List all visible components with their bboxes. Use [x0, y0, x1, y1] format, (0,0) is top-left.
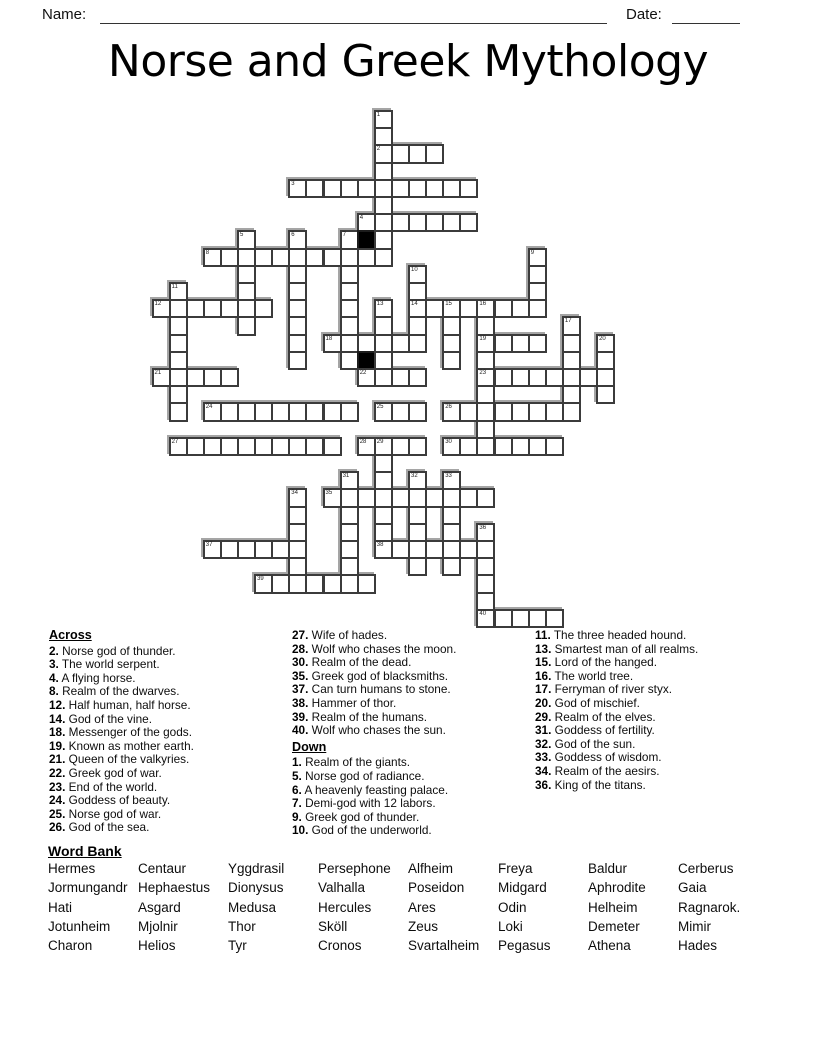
clue-down-34: 34. Realm of the aesirs. [535, 763, 660, 778]
clue-number: 35. [292, 668, 309, 683]
clue-across-8: 8. Realm of the dwarves. [49, 684, 180, 699]
clue-across-26: 26. God of the sea. [49, 820, 150, 835]
grid-cell-r26c17[interactable] [442, 557, 461, 576]
grid-cell-r15c15[interactable] [408, 368, 427, 387]
word-bank-word: Dionysus [228, 880, 284, 896]
clue-across-19: 19. Known as mother earth. [49, 738, 194, 753]
word-bank-word: Aphrodite [588, 880, 646, 896]
clue-column-1 [49, 629, 194, 835]
grid-cell-r2c16[interactable] [425, 144, 444, 163]
clue-across-2: 2. Norse god of thunder. [49, 643, 176, 658]
clue-number: 37. [292, 682, 309, 697]
clue-down-33: 33. Goddess of wisdom. [535, 750, 662, 765]
grid-cell-r19c15[interactable] [408, 437, 427, 456]
cell-number: 36 [479, 524, 487, 531]
word-bank-word: Midgard [498, 880, 547, 896]
grid-cell-r8c13[interactable] [374, 248, 393, 267]
word-bank-word: Gaia [678, 880, 707, 896]
cell-number: 8 [205, 249, 210, 256]
clue-down-17: 17. Ferryman of river styx. [535, 682, 673, 697]
clue-across-24: 24. Goddess of beauty. [49, 793, 171, 808]
clue-down-10: 10. God of the underworld. [292, 823, 432, 838]
cell-number: 40 [479, 610, 487, 617]
clue-across-37: 37. Can turn humans to stone. [292, 682, 451, 697]
clue-number: 28. [292, 641, 309, 656]
clue-across-38: 38. Hammer of thor. [292, 695, 397, 710]
grid-cell-r17c15[interactable] [408, 402, 427, 421]
grid-cell-r27c12[interactable] [357, 574, 376, 593]
clue-column-2 [292, 629, 456, 838]
clue-number: 39. [292, 709, 309, 724]
clue-number: 2. [49, 643, 59, 658]
word-bank-word: Mjolnir [138, 918, 178, 934]
cell-number: 9 [530, 249, 535, 256]
cell-number: 31 [342, 473, 350, 480]
word-bank-word: Hades [678, 938, 718, 954]
clue-number: 15. [535, 655, 552, 670]
cell-number: 23 [479, 370, 487, 376]
clue-across-21: 21. Queen of the valkyries. [49, 752, 190, 767]
grid-cell-r19c23[interactable] [545, 437, 564, 456]
clue-across-30: 30. Realm of the dead. [292, 655, 412, 670]
cell-number: 11 [171, 284, 178, 290]
clue-across-39: 39. Realm of the humans. [292, 709, 428, 724]
clue-number: 27. [292, 628, 309, 642]
cell-number: 6 [291, 232, 295, 239]
date-label: Date: [626, 6, 662, 23]
cell-number: 3 [291, 180, 295, 187]
word-bank-heading: Word Bank [48, 843, 122, 859]
word-bank-word: Persephone [318, 861, 391, 876]
word-bank-word: Hati [48, 899, 73, 915]
grid-cell-r4c18[interactable] [459, 179, 478, 198]
grid-cell-r11c6[interactable] [254, 299, 273, 318]
clue-across-18: 18. Messenger of the gods. [49, 725, 192, 740]
word-bank-word: Centaur [138, 861, 187, 876]
cell-number: 35 [325, 490, 333, 497]
cell-number: 34 [291, 490, 298, 497]
clue-down-9: 9. Greek god of thunder. [292, 809, 420, 824]
down-heading: Down [292, 739, 327, 754]
clue-down-11: 11. The three headed hound. [535, 628, 687, 642]
word-bank-word: Helios [138, 938, 176, 954]
word-bank-word: Alfheim [408, 861, 454, 876]
clue-number: 25. [49, 806, 66, 821]
word-bank-word: Svartalheim [408, 938, 480, 954]
clue-down-13: 13. Smartest man of all realms. [535, 641, 699, 656]
grid-cell-r17c1[interactable] [169, 402, 188, 421]
clue-across-27: 27. Wife of hades. [292, 628, 388, 642]
clue-down-5: 5. Norse god of radiance. [292, 768, 425, 783]
clue-number: 1. [292, 755, 302, 770]
cell-number: 5 [240, 232, 244, 239]
clue-number: 14. [49, 711, 66, 726]
clue-across-35: 35. Greek god of blacksmiths. [292, 668, 449, 683]
word-bank-word: Yggdrasil [228, 861, 285, 876]
word-bank-word: Hephaestus [138, 880, 211, 896]
word-bank-word: Tyr [228, 938, 247, 954]
word-bank-word: Poseidon [408, 880, 465, 896]
clue-number: 5. [292, 768, 302, 783]
cell-number: 38 [376, 542, 384, 548]
clue-number: 31. [535, 723, 552, 738]
grid-cell-r14c8[interactable] [288, 351, 307, 370]
word-bank-word: Hermes [48, 861, 96, 876]
clue-number: 24. [49, 793, 66, 808]
cell-number: 39 [257, 576, 264, 583]
grid-cell-r11c22[interactable] [528, 299, 547, 318]
grid-cell-r19c10[interactable] [323, 437, 342, 456]
cell-number: 19 [479, 335, 487, 342]
clue-column-3 [535, 629, 698, 792]
cell-number: 28 [359, 438, 367, 445]
cell-number: 37 [205, 542, 213, 548]
clue-number: 9. [292, 809, 302, 824]
grid-cell-r22c19[interactable] [476, 488, 495, 507]
clue-number: 34. [535, 763, 552, 778]
cell-number: 17 [564, 318, 572, 325]
cell-number: 7 [342, 232, 346, 239]
clue-number: 10. [292, 823, 309, 838]
word-bank-word: Demeter [588, 918, 640, 934]
word-bank-word: Jotunheim [48, 918, 111, 934]
clue-number: 13. [535, 641, 552, 656]
clue-number: 30. [292, 655, 309, 670]
clue-down-31: 31. Goddess of fertility. [535, 723, 655, 738]
cell-number: 18 [325, 335, 333, 342]
word-bank-word: Charon [48, 938, 93, 954]
clue-across-12: 12. Half human, half horse. [49, 697, 191, 712]
cell-number: 20 [599, 335, 606, 342]
cell-number: 22 [359, 370, 367, 376]
clue-number: 19. [49, 738, 66, 753]
cell-number: 14 [411, 301, 418, 308]
grid-cell-r29c23[interactable] [545, 609, 564, 628]
word-bank-word: Freya [498, 861, 533, 876]
grid-cell-r13c15[interactable] [408, 334, 427, 353]
clue-number: 6. [292, 782, 302, 797]
word-bank-word: Medusa [228, 899, 277, 915]
word-bank-word: Baldur [588, 861, 628, 876]
grid-cell-r14c17[interactable] [442, 351, 461, 370]
clue-number: 4. [49, 670, 59, 685]
word-bank-word: Loki [498, 918, 523, 934]
clue-across-25: 25. Norse god of war. [49, 806, 162, 821]
word-bank-word: Cronos [318, 938, 362, 954]
cell-number: 33 [445, 473, 452, 480]
clue-down-32: 32. God of the sun. [535, 736, 636, 751]
clue-number: 26. [49, 820, 66, 835]
clue-number: 17. [535, 682, 552, 697]
clue-number: 40. [292, 723, 309, 738]
clue-down-16: 16. The world tree. [535, 668, 634, 683]
clue-down-7: 7. Demi-god with 12 labors. [292, 796, 436, 811]
clue-number: 20. [535, 695, 552, 710]
cell-number: 12 [154, 301, 162, 308]
clue-number: 18. [49, 725, 66, 740]
clue-down-36: 36. King of the titans. [535, 777, 646, 792]
word-bank-word: Odin [498, 899, 527, 915]
clue-down-1: 1. Realm of the giants. [292, 755, 411, 770]
clue-down-29: 29. Realm of the elves. [535, 709, 656, 724]
cell-number: 13 [376, 301, 384, 308]
clue-down-15: 15. Lord of the hanged. [535, 655, 658, 670]
grid-cell-r12c5[interactable] [237, 316, 256, 335]
clue-across-28: 28. Wolf who chases the moon. [292, 641, 457, 656]
clue-number: 22. [49, 765, 66, 780]
word-bank-word: Pegasus [498, 938, 551, 954]
cell-number: 30 [445, 438, 452, 445]
word-bank-word: Helheim [588, 899, 638, 915]
clue-number: 32. [535, 736, 552, 751]
clue-across-23: 23. End of the world. [49, 779, 158, 794]
cell-number: 25 [376, 404, 384, 411]
name-label: Name: [42, 6, 87, 23]
clue-across-4: 4. A flying horse. [49, 670, 136, 685]
clue-number: 21. [49, 752, 66, 767]
word-bank-word: Athena [588, 938, 631, 954]
grid-cell-r13c22[interactable] [528, 334, 547, 353]
clue-number: 36. [535, 777, 552, 792]
grid-cell-r15c4[interactable] [220, 368, 239, 387]
cell-number: 24 [205, 404, 213, 411]
word-bank-word: Jormungandr [48, 880, 128, 896]
word-bank-word: Thor [228, 918, 256, 934]
grid-cell-r16c26[interactable] [596, 385, 615, 404]
clue-number: 38. [292, 695, 309, 710]
page-title: Norse and Greek Mythology [107, 36, 709, 87]
clue-number: 8. [49, 684, 59, 699]
clue-number: 12. [49, 697, 66, 712]
clue-number: 29. [535, 709, 552, 724]
clue-number: 23. [49, 779, 66, 794]
clue-across-22: 22. Greek god of war. [49, 765, 162, 780]
clue-across-14: 14. God of the vine. [49, 711, 152, 726]
cell-number: 29 [376, 438, 384, 445]
cell-number: 4 [359, 215, 364, 222]
cell-number: 27 [171, 438, 179, 445]
word-bank-word: Zeus [408, 918, 439, 934]
cell-number: 16 [479, 301, 487, 308]
grid-cell-r17c11[interactable] [340, 402, 359, 421]
word-bank-word: Hercules [318, 899, 372, 915]
clue-across-40: 40. Wolf who chases the sun. [292, 723, 446, 738]
clue-number: 16. [535, 668, 552, 683]
word-bank-word: Asgard [138, 899, 181, 915]
clue-number: 3. [49, 657, 59, 672]
cell-number: 15 [445, 301, 452, 308]
word-bank-word: Mimir [678, 918, 711, 934]
grid-cell-r6c18[interactable] [459, 213, 478, 232]
cell-number: 26 [445, 404, 452, 411]
grid-cell-r17c24[interactable] [562, 402, 581, 421]
cell-number: 1 [376, 112, 381, 118]
word-bank-word: Ares [408, 899, 436, 915]
clue-across-3: 3. The world serpent. [49, 657, 160, 672]
clue-down-20: 20. God of mischief. [535, 695, 640, 710]
word-bank-word: Ragnarok. [678, 899, 741, 915]
grid-cell-r26c15[interactable] [408, 557, 427, 576]
word-bank-word: Sköll [318, 918, 348, 934]
across-heading: Across [49, 628, 92, 642]
word-bank-word: Cerberus [678, 861, 734, 876]
cell-number: 10 [411, 266, 418, 273]
cell-number: 21 [154, 370, 162, 376]
clue-number: 7. [292, 796, 302, 811]
word-bank-word: Valhalla [318, 880, 366, 896]
clue-number: 11. [535, 628, 551, 642]
clue-down-6: 6. A heavenly feasting palace. [292, 782, 449, 797]
cell-number: 32 [411, 473, 418, 480]
clue-number: 33. [535, 750, 552, 765]
cell-number: 2 [376, 146, 381, 153]
